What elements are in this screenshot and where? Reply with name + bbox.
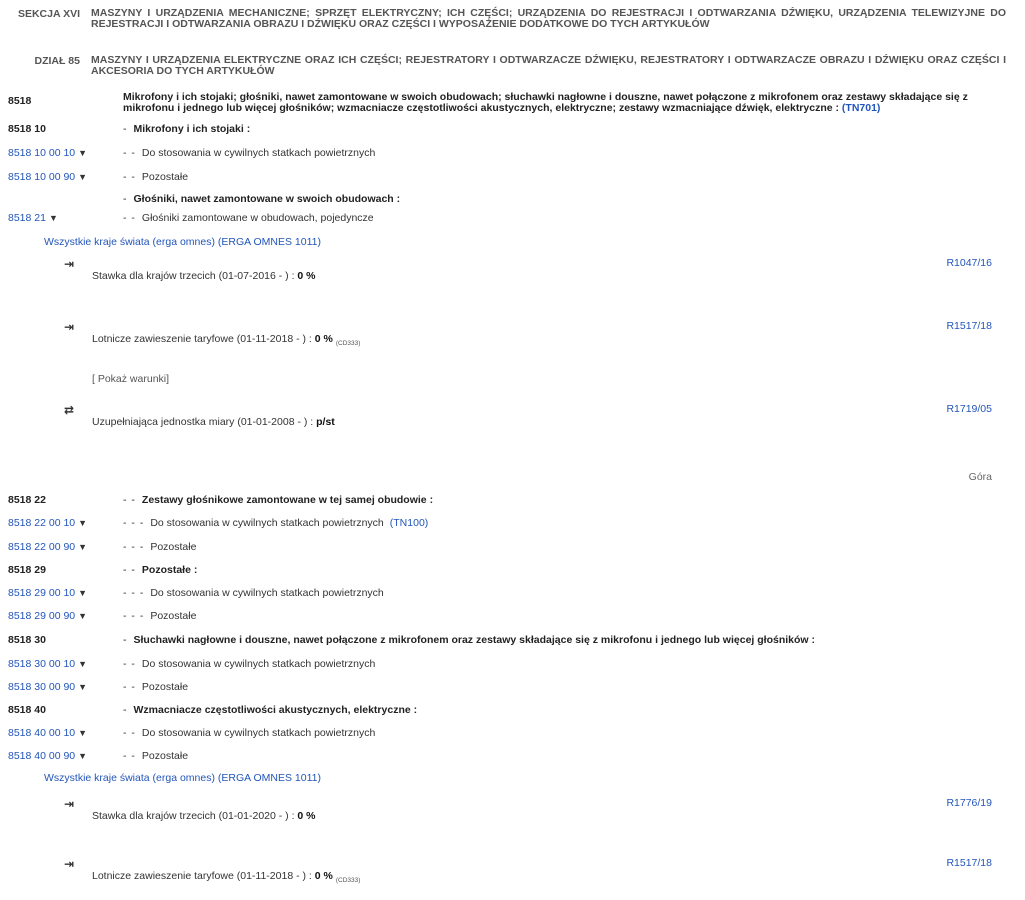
table-row: [0, 212, 1025, 228]
row-code-text[interactable]: 8518 29 00 10: [8, 587, 76, 599]
table-row: [0, 704, 1025, 720]
expand-arrow-icon[interactable]: ▼: [78, 542, 88, 552]
row-code[interactable]: [8, 681, 87, 693]
expand-arrow-icon[interactable]: ▼: [78, 611, 88, 621]
row-description: [123, 123, 250, 135]
section-label: SEKCJA XVI: [17, 8, 80, 20]
table-row: [0, 750, 1025, 766]
table-row: [0, 193, 1025, 209]
row-text: Słuchawki nagłowne i douszne, nawet połączone z mikrofonem oraz zestawy składające się z mikrofonu i jednego lub więcej głośników :: [133, 634, 815, 646]
expand-arrow-icon[interactable]: ▼: [78, 172, 88, 182]
indent-dashes: -: [123, 634, 128, 646]
tariff-arrow-icon: ⇥: [64, 257, 75, 271]
table-row: [0, 587, 1025, 603]
measure-text: [92, 333, 360, 347]
row-text: Głośniki, nawet zamontowane w swoich obudowach :: [133, 193, 401, 205]
expand-arrow-icon[interactable]: ▼: [48, 213, 58, 223]
row-text: Do stosowania w cywilnych statkach powietrznych: [141, 658, 376, 670]
row-description: [123, 494, 433, 506]
tariff-arrow-icon: ⇥: [64, 320, 75, 334]
erga-omnes-link-1[interactable]: Wszystkie kraje świata (erga omnes) (ERGA OMNES 1011): [44, 236, 321, 248]
row-description: [123, 171, 188, 183]
row-code-text: 8518 40: [8, 704, 46, 716]
measure-value: 0 %: [314, 870, 333, 882]
row-text: Do stosowania w cywilnych statkach powietrznych: [141, 147, 376, 159]
row-description: [123, 658, 375, 670]
row-code[interactable]: [8, 147, 87, 159]
row-code[interactable]: [8, 171, 87, 183]
expand-arrow-icon[interactable]: ▼: [78, 148, 88, 158]
regulation-link[interactable]: R1047/16: [946, 257, 992, 269]
row-code: [8, 634, 46, 646]
indent-dashes: - -: [123, 727, 136, 739]
row-description: [123, 727, 375, 739]
tariff-arrow-icon: ⇥: [64, 857, 75, 871]
row-text: Mikrofony i ich stojaki :: [133, 123, 251, 135]
row-code-text: 8518 10: [8, 123, 46, 135]
measure-item: [0, 857, 1025, 887]
indent-dashes: - -: [123, 171, 136, 183]
measure-label: Stawka dla krajów trzecich (01-07-2016 - ) :: [92, 270, 295, 282]
row-code-text: 8518 22: [8, 494, 46, 506]
row-code-text[interactable]: 8518 10 00 10: [8, 147, 76, 159]
row-code-text: 8518 29: [8, 564, 46, 576]
row-text: Głośniki zamontowane w obudowach, pojedyncze: [141, 212, 374, 224]
row-code[interactable]: [8, 610, 87, 622]
row-code-text[interactable]: 8518 22 00 10: [8, 517, 76, 529]
indent-dashes: -: [123, 704, 128, 716]
measure-value: 0 %: [314, 333, 333, 345]
row-text: Do stosowania w cywilnych statkach powietrznych: [141, 727, 376, 739]
measure-label: Lotnicze zawieszenie taryfowe (01-11-2018 - ) :: [92, 333, 312, 345]
indent-dashes: - -: [123, 564, 136, 576]
table-row: [0, 727, 1025, 743]
row-text: Pozostałe: [141, 750, 189, 762]
table-row: [0, 541, 1025, 557]
table-row: [0, 147, 1025, 163]
table-row: [0, 517, 1025, 533]
indent-dashes: - -: [123, 658, 136, 670]
section-text: MASZYNY I URZĄDZENIA MECHANICZNE; SPRZĘT ELEKTRYCZNY; ICH CZĘŚCI; URZĄDZENIA DO REJESTRACJI I ODTWARZANIA DŹWIĘKU, URZĄDZENIA TELEWIZYJNE DO REJESTRACJI I ODTWARZANIA OBRAZU I DŹWIĘKU ORAZ CZĘŚCI I WYPOSAŻENIE DODATKOWE DO TYCH ARTYKUŁÓW: [91, 7, 1006, 30]
regulation-link[interactable]: R1719/05: [946, 403, 992, 415]
measure-text: [92, 270, 316, 282]
row-description: [123, 634, 815, 646]
row-description: [123, 147, 375, 159]
row-text: Pozostałe: [141, 171, 189, 183]
row-code-text[interactable]: 8518 10 00 90: [8, 171, 76, 183]
measure-label: Uzupełniająca jednostka miary (01-01-2008 - ) :: [92, 416, 314, 428]
row-code-text[interactable]: 8518 21: [8, 212, 46, 224]
expand-arrow-icon[interactable]: ▼: [78, 682, 88, 692]
top-link[interactable]: Góra: [968, 471, 992, 483]
table-row: [0, 681, 1025, 697]
row-description: [123, 704, 417, 716]
row-code-text[interactable]: 8518 40 00 90: [8, 750, 76, 762]
indent-dashes: - - -: [123, 541, 145, 553]
tariff-arrow-icon: ⇥: [64, 797, 75, 811]
show-conditions-link[interactable]: [ Pokaż warunki]: [92, 373, 170, 385]
row-code: [8, 123, 46, 135]
regulation-link[interactable]: R1776/19: [946, 797, 992, 809]
indent-dashes: - - -: [123, 610, 145, 622]
heading-note-link[interactable]: (TN701): [841, 102, 881, 114]
table-row: [0, 564, 1025, 580]
row-code-text[interactable]: 8518 30 00 90: [8, 681, 76, 693]
row-code-text[interactable]: 8518 40 00 10: [8, 727, 76, 739]
table-row: [0, 634, 1025, 650]
measure-text: [92, 416, 335, 428]
expand-arrow-icon[interactable]: ▼: [78, 588, 88, 598]
measure-value: 0 %: [297, 810, 316, 822]
row-code: [8, 564, 46, 576]
row-code[interactable]: [8, 587, 87, 599]
indent-dashes: - -: [123, 147, 136, 159]
erga-omnes-link-2[interactable]: Wszystkie kraje świata (erga omnes) (ERGA OMNES 1011): [44, 772, 321, 784]
row-text: Pozostałe: [141, 681, 189, 693]
row-text: Pozostałe: [150, 541, 197, 553]
indent-dashes: - - -: [123, 587, 145, 599]
chapter-text: MASZYNY I URZĄDZENIA ELEKTRYCZNE ORAZ ICH CZĘŚCI; REJESTRATORY I ODTWARZACZE DŹWIĘKU, REJESTRATORY I ODTWARZACZE OBRAZU I DŹWIĘKU ORAZ CZĘŚCI I AKCESORIA DO TYCH ARTYKUŁÓW: [91, 54, 1006, 77]
row-description: [123, 541, 196, 553]
expand-arrow-icon[interactable]: ▼: [78, 518, 88, 528]
measure-footnote: (CD333): [335, 877, 361, 885]
measure-item: [0, 257, 1025, 287]
measure-text: [92, 810, 316, 822]
measure-item: [0, 797, 1025, 827]
row-description: [123, 193, 400, 205]
heading-text: Mikrofony i ich stojaki; głośniki, nawet zamontowane w swoich obudowach; słuchawki nagłowne i douszne, nawet połączone z mikrofonem oraz zestawy składające się z mikrofonu i jednego lub więcej głośników; wzmacniacze częstotliwości akustycznych, elektryczne; zestawy wzmacniające dźwięk, elektryczne :: [123, 91, 968, 114]
row-code[interactable]: [8, 658, 87, 670]
table-row: [0, 610, 1025, 626]
indent-dashes: - -: [123, 750, 136, 762]
row-code: [8, 494, 46, 506]
row-code[interactable]: [8, 750, 87, 762]
regulation-link[interactable]: R1517/18: [946, 320, 992, 332]
row-note-link[interactable]: (TN100): [389, 517, 429, 529]
measure-footnote: (CD333): [335, 340, 361, 348]
measure-text: [92, 870, 360, 884]
unit-swap-icon: ⇄: [64, 403, 75, 417]
row-description: [123, 564, 197, 576]
row-code-text: 8518 30: [8, 634, 46, 646]
row-code-text[interactable]: 8518 30 00 10: [8, 658, 76, 670]
measure-value: 0 %: [297, 270, 316, 282]
chapter-label: DZIAŁ 85: [34, 55, 80, 67]
measure-label: Stawka dla krajów trzecich (01-01-2020 - ) :: [92, 810, 295, 822]
heading-8518-row: [0, 92, 1025, 116]
indent-dashes: - -: [123, 212, 136, 224]
row-description: [123, 681, 188, 693]
table-row: [0, 494, 1025, 510]
expand-arrow-icon[interactable]: ▼: [78, 659, 88, 669]
row-text: Wzmacniacze częstotliwości akustycznych, elektryczne :: [133, 704, 418, 716]
row-description: [123, 587, 384, 599]
row-code[interactable]: [8, 517, 87, 529]
regulation-link[interactable]: R1517/18: [946, 857, 992, 869]
row-code-text[interactable]: 8518 29 00 90: [8, 610, 76, 622]
measure-item: [0, 403, 1025, 433]
row-code-text[interactable]: 8518 22 00 90: [8, 541, 76, 553]
row-text: Pozostałe :: [141, 564, 198, 576]
heading-code: 8518: [8, 95, 32, 107]
indent-dashes: - -: [123, 494, 136, 506]
row-description: [123, 517, 428, 529]
expand-arrow-icon[interactable]: ▼: [78, 728, 88, 738]
table-row: [0, 123, 1025, 139]
table-row: [0, 658, 1025, 674]
row-code: [8, 704, 46, 716]
indent-dashes: - -: [123, 681, 136, 693]
row-text: Pozostałe: [150, 610, 197, 622]
row-code[interactable]: [8, 541, 87, 553]
heading-description: [123, 92, 1008, 114]
row-description: [123, 212, 374, 224]
indent-dashes: -: [123, 123, 128, 135]
row-text: Zestawy głośnikowe zamontowane w tej samej obudowie :: [141, 494, 434, 506]
measure-item: [0, 320, 1025, 350]
row-description: [123, 610, 196, 622]
expand-arrow-icon[interactable]: ▼: [78, 751, 88, 761]
indent-dashes: - - -: [123, 517, 145, 529]
measure-value: p/st: [316, 416, 335, 428]
table-row: [0, 171, 1025, 187]
row-code[interactable]: [8, 727, 87, 739]
row-code[interactable]: [8, 212, 58, 224]
row-text: Do stosowania w cywilnych statkach powietrznych: [150, 587, 384, 599]
indent-dashes: -: [123, 193, 128, 205]
row-text: Do stosowania w cywilnych statkach powietrznych: [150, 517, 384, 529]
measure-label: Lotnicze zawieszenie taryfowe (01-11-2018 - ) :: [92, 870, 312, 882]
row-description: [123, 750, 188, 762]
